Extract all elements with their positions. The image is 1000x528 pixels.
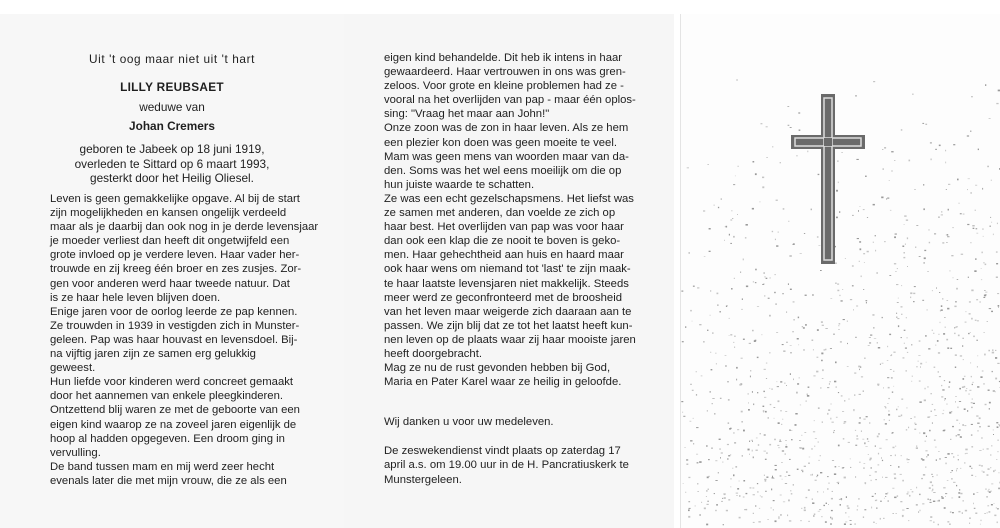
text-line: vooral na het overlijden van pap - maar één oplos-	[384, 94, 636, 107]
text-line: den. Soms was het wel eens moeilijk om die op	[384, 164, 622, 177]
service-line: april a.s. om 19.00 uur in de H. Pancratiuskerk te	[384, 459, 629, 472]
service-line: De zeswekendienst vindt plaats op zaterdag 17	[384, 445, 621, 457]
memorial-service-note	[384, 444, 629, 487]
text-line: je moeder verliest dan heeft dit ongetwijfeld een	[50, 235, 290, 248]
text-line: zijn mogelijkheden en kansen ongelijk verdeeld	[50, 207, 287, 220]
sacrament-line: gesterkt door het Heilig Oliesel.	[90, 171, 254, 185]
text-line: gen voor anderen werd haar tweede natuur. Dat	[50, 277, 290, 290]
text-line: ze samen met anderen, dan voelde ze zich op	[384, 207, 616, 220]
life-dates	[0, 142, 344, 186]
text-line: vervulling.	[50, 446, 101, 459]
deceased-name: LILLY REUBSAET	[120, 80, 224, 94]
speckled-landscape-image	[681, 14, 1000, 528]
left-page	[0, 14, 345, 528]
text-line: Hun liefde voor kinderen werd concreet gemaakt	[50, 376, 294, 389]
text-line: nen leven op de plaats waar zij haar mooiste jaren	[384, 333, 636, 346]
life-story-middle	[384, 51, 646, 389]
spouse-name: Johan Cremers	[129, 119, 215, 133]
text-line: ook haar wens om niemand tot 'last' te zijn maak-	[384, 263, 631, 276]
text-line: Mag ze nu de rust gevonden hebben bij God,	[384, 362, 611, 375]
text-line: Ontzettend blij waren ze met de geboorte van een	[50, 404, 300, 417]
text-line: te haar laatste levensjaren niet makkelijk. Steeds	[384, 277, 629, 290]
text-line: evenals later die met mijn vrouw, die ze als een	[50, 474, 287, 487]
text-line: men. Haar gehechtheid aan huis en haard maar	[384, 249, 624, 262]
text-line: Mam was geen mens van woorden maar van da-	[384, 150, 629, 163]
latin-cross-icon	[791, 94, 865, 264]
text-line: haar best. Het overlijden van pap was voor haar	[384, 221, 624, 234]
text-line: Ze trouwden in 1939 in vestigden zich in Munster-	[50, 319, 300, 332]
text-line: De band tussen mam en mij werd zeer hecht	[50, 460, 275, 473]
service-line: Munstergeleen.	[384, 473, 462, 486]
death-line: overleden te Sittard op 6 maart 1993,	[74, 156, 270, 171]
text-line: eigen kind behandelde. Dit heb ik intens in haar	[384, 52, 623, 64]
text-line: hoop al hadden opgegeven. Een droom ging in	[50, 432, 285, 445]
motto: Uit 't oog maar niet uit 't hart	[89, 52, 255, 66]
text-line: dan ook een klap die ze nooit te boven is geko-	[384, 235, 621, 248]
text-line: meer werd ze geconfronteerd met de broosheid	[384, 291, 622, 304]
text-line: passen. We zijn blij dat ze tot het laatst heeft kun-	[384, 319, 633, 332]
thanks-note: Wij danken u voor uw medeleven.	[384, 416, 554, 428]
right-page	[680, 14, 1000, 528]
text-line: sing: "Vraag het maar aan John!"	[384, 108, 550, 121]
birth-line: geboren te Jabeek op 18 juni 1919,	[79, 142, 265, 156]
widow-of-label: weduwe van	[139, 100, 205, 114]
text-line: geweest.	[50, 362, 96, 375]
text-line: Enige jaren voor de oorlog leerde ze pap kennen.	[50, 305, 298, 318]
text-line: door het aannemen van enkele pleegkinderen.	[50, 390, 284, 403]
text-line: Ze was een echt gezelschapsmens. Het liefst was	[384, 192, 634, 205]
text-line: hun juiste waarde te schatten.	[384, 178, 535, 191]
text-line: Leven is geen gemakkelijke opgave. Al bij de start	[50, 193, 300, 205]
life-story-left	[50, 192, 319, 488]
text-line: maar als je daarbij dan ook nog in je derde levensjaar	[50, 221, 319, 234]
text-line: gewaardeerd. Haar vertrouwen in ons was gren-	[384, 66, 626, 79]
text-line: geleen. Pap was haar houvast en levensdoel. Bij-	[50, 333, 298, 346]
text-line: trouwde en zij kreeg één broer en zes zusjes. Zor-	[50, 263, 302, 276]
text-line: eigen kind waarop ze na zoveel jaren eigenlijk de	[50, 418, 297, 431]
text-line: Onze zoon was de zon in haar leven. Als ze hem	[384, 122, 629, 135]
text-line: na vijftig jaren zijn ze samen erg gelukkig	[50, 348, 256, 361]
text-line: zeloos. Voor grote en kleine problemen had ze -	[384, 80, 624, 93]
text-line: een plezier kon doen was geen moeite te veel.	[384, 136, 617, 149]
text-line: heeft doorgebracht.	[384, 347, 482, 360]
middle-page	[344, 14, 674, 528]
text-line: grote invloed op je verdere leven. Haar vader her-	[50, 249, 300, 262]
text-line: is ze haar hele leven blijven doen.	[50, 291, 221, 304]
text-line: van het leven maar weigerde zich daaraan aan te	[384, 305, 632, 318]
text-line: Maria en Pater Karel waar ze heilig in geloofde.	[384, 376, 622, 389]
